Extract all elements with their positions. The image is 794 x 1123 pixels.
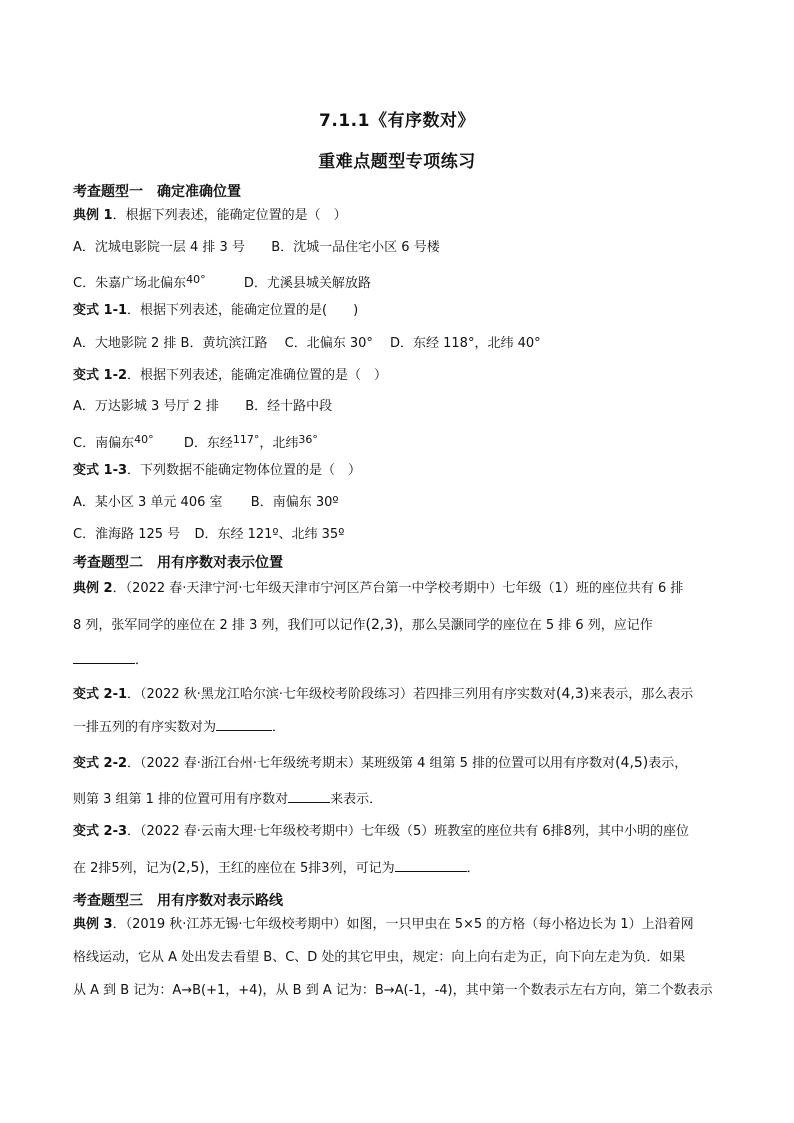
- variant-1-3-stem: [73, 462, 723, 480]
- option-c: C．朱嘉广场北偏东: [73, 276, 187, 291]
- option-d: D．东经 121º、北纬 35º: [194, 527, 345, 542]
- variant-2-2-line-1: [73, 754, 723, 773]
- variant-2-3-line-2: [73, 859, 723, 878]
- example-label: 典例 2: [73, 581, 113, 596]
- ordered-pair: (2,3): [365, 617, 399, 633]
- option-b: B．南偏东 30º: [250, 495, 339, 510]
- example-2-line-2: [73, 616, 723, 635]
- option-c: C．淮海路 125 号: [73, 527, 181, 542]
- variant-label: 变式 1-3: [73, 463, 128, 478]
- variant-1-1-options: A．大地影院 2 排 B．黄坑滨江路 C．北偏东 30° D．东经 118°，北纬 40°: [73, 336, 541, 351]
- degree-value: 40°: [134, 433, 154, 446]
- option-c: C．南偏东: [73, 436, 135, 451]
- variant-2-1-line-1: [73, 685, 723, 704]
- variant-1-2-options-cd: [73, 431, 723, 453]
- question-text: 表示，: [648, 756, 688, 771]
- question-text: ．根据下列表述，能确定位置的是( ): [127, 303, 359, 318]
- option-b: B．经十路中段: [245, 399, 333, 414]
- variant-label: 变式 2-1: [73, 687, 128, 702]
- option-d-text: ，北纬: [259, 436, 299, 451]
- variant-1-2-stem: [73, 367, 723, 385]
- option-a: A．沈城电影院一层 4 排 3 号: [73, 240, 245, 255]
- section-heading-1: 考查题型一 确定准确位置: [73, 184, 241, 200]
- example-1-options-cd: [73, 271, 723, 293]
- ordered-pair: (4,3): [556, 686, 590, 702]
- variant-label: 变式 2-2: [73, 756, 128, 771]
- variant-label: 变式 2-3: [73, 824, 128, 839]
- question-text: 在 2排5列，记为: [73, 861, 172, 876]
- example-2-line-3: [73, 651, 723, 670]
- variant-1-3-options-cd: [73, 526, 723, 544]
- question-text: 来表示，那么表示: [589, 687, 694, 702]
- question-text: 一排五列的有序实数对为: [73, 720, 217, 735]
- punctuation: ．: [135, 653, 149, 668]
- question-text: 来表示．: [330, 792, 383, 807]
- variant-2-1-line-2: [73, 718, 723, 737]
- question-text: ．根据下列表述，能确定位置的是（ ）: [112, 208, 347, 223]
- variant-label: 变式 1-2: [73, 368, 128, 383]
- variant-2-2-line-2: [73, 790, 723, 809]
- punctuation: ．: [272, 720, 286, 735]
- variant-2-3-line-1: [73, 823, 723, 841]
- option-d: D．东经: [183, 436, 233, 451]
- question-text: 8 列，张军同学的座位在 2 排 3 列，我们可以记作: [73, 618, 366, 633]
- example-3-line-1: [73, 916, 723, 934]
- punctuation: ．: [466, 861, 480, 876]
- question-text: ．（2022 春·云南大理·七年级校考期中）七年级（5）班教室的座位共有 6排8列，其中小明的座位: [127, 824, 689, 839]
- example-1-options-ab: [73, 239, 723, 257]
- question-text: ．（2022 秋·黑龙江哈尔滨·七年级校考阶段练习）若四排三列用有序实数对: [127, 687, 556, 702]
- example-3-line-3: 从 A 到 B 记为：A→B(+1，+4)，从 B 到 A 记为：B→A(-1，-4)，其中第一个数表示左右方向，第二个数表示: [73, 983, 713, 998]
- variant-1-3-options-ab: [73, 494, 723, 512]
- option-a: A．某小区 3 单元 406 室: [73, 495, 223, 510]
- question-text: ．（2019 秋·江苏无锡·七年级校考期中）如图，一只甲虫在 5×5 的方格（每小格边长为 1）上沿着网: [112, 917, 694, 932]
- question-text: ．（2022 春·浙江台州·七年级统考期末）某班级第 4 组第 5 排的位置可以用有序数对: [127, 756, 616, 771]
- answer-blank: [395, 859, 467, 872]
- degree-value: 36°: [298, 433, 318, 446]
- section-heading-3: 考查题型三 用有序数对表示路线: [73, 893, 283, 909]
- option-d: D．尤溪县城关解放路: [243, 276, 371, 291]
- question-text: ，那么吴灏同学的座位在 5 排 6 列，应记作: [398, 618, 653, 633]
- question-text: ．根据下列表述，能确定准确位置的是（ ）: [127, 368, 388, 383]
- question-text: ．（2022 春·天津宁河·七年级天津市宁河区芦台第一中学校考期中）七年级（1）班的座位共有 6 排: [112, 581, 684, 596]
- question-text: ．下列数据不能确定物体位置的是（ ）: [127, 463, 362, 478]
- degree-value: 40°: [186, 273, 206, 286]
- answer-blank: [288, 790, 330, 803]
- answer-blank: [216, 718, 272, 731]
- page-subtitle: 重难点题型专项练习: [318, 152, 476, 172]
- page-title: 7.1.1《有序数对》: [319, 111, 475, 131]
- ordered-pair: (2,5): [171, 860, 205, 876]
- answer-blank: [73, 651, 135, 664]
- question-text: ，王红的座位在 5排3列，可记为: [204, 861, 395, 876]
- variant-label: 变式 1-1: [73, 303, 128, 318]
- option-a: A．万达影城 3 号厅 2 排: [73, 399, 219, 414]
- question-text: 则第 3 组第 1 排的位置可用有序数对: [73, 792, 289, 807]
- ordered-pair: (4,5): [615, 755, 649, 771]
- section-heading-2: 考查题型二 用有序数对表示位置: [73, 555, 283, 571]
- example-label: 典例 3: [73, 917, 113, 932]
- example-3-line-2: 格线运动，它从 A 处出发去看望 B、C、D 处的其它甲虫，规定：向上向右走为正，向下向左走为负．如果: [73, 950, 686, 965]
- example-1-stem: [73, 207, 723, 225]
- variant-1-2-options-ab: [73, 398, 723, 416]
- variant-1-1-stem: [73, 302, 723, 320]
- example-label: 典例 1: [73, 208, 113, 223]
- example-2-line-1: [73, 580, 723, 598]
- option-b: B．沈城一品住宅小区 6 号楼: [271, 240, 440, 255]
- degree-value: 117°: [232, 433, 260, 446]
